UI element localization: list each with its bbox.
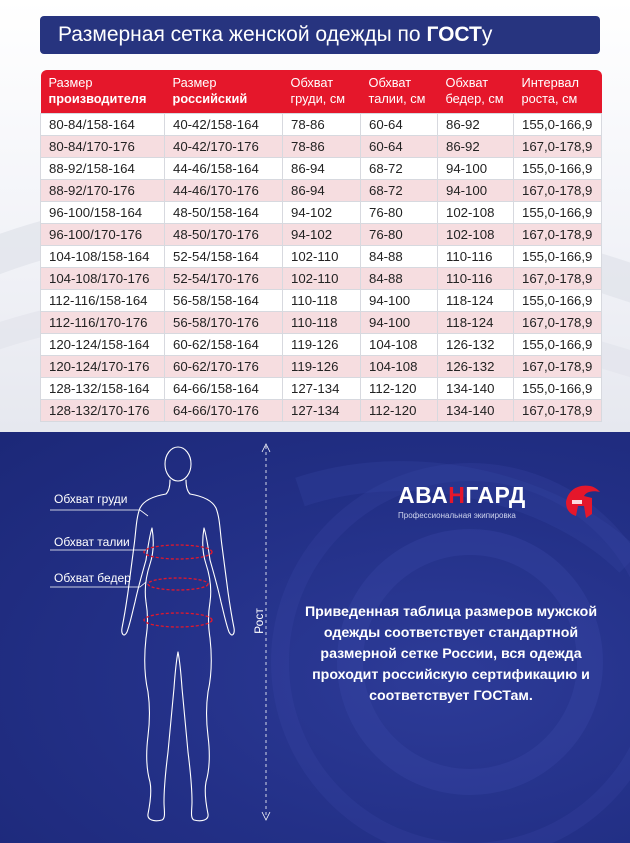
table-row [41, 355, 602, 377]
table-cell: 102-108 [438, 223, 514, 245]
table-row [41, 113, 602, 135]
table-cell: 102-108 [438, 201, 514, 223]
table-cell: 104-108/170-176 [41, 267, 165, 289]
table-cell: 155,0-166,9 [514, 157, 602, 179]
height-label: Рост [252, 608, 266, 634]
table-cell: 155,0-166,9 [514, 333, 602, 355]
table-cell: 167,0-178,9 [514, 399, 602, 421]
table-cell: 48-50/170-176 [165, 223, 283, 245]
table-cell: 126-132 [438, 333, 514, 355]
table-row [41, 267, 602, 289]
table-cell: 112-120 [361, 399, 438, 421]
spartan-helmet-icon [562, 480, 602, 520]
table-cell: 126-132 [438, 355, 514, 377]
header-manufacturer-size: Размер производителя [41, 70, 165, 113]
table-cell: 40-42/158-164 [165, 113, 283, 135]
bottom-section [0, 432, 630, 843]
table-cell: 112-120 [361, 377, 438, 399]
table-cell: 76-80 [361, 223, 438, 245]
table-cell: 94-100 [438, 179, 514, 201]
table-cell: 119-126 [283, 355, 361, 377]
table-cell: 60-62/170-176 [165, 355, 283, 377]
table-cell: 64-66/170-176 [165, 399, 283, 421]
table-row [41, 377, 602, 399]
table-cell: 155,0-166,9 [514, 289, 602, 311]
table-row [41, 135, 602, 157]
table-body [41, 113, 602, 421]
table-cell: 60-64 [361, 135, 438, 157]
table-cell: 118-124 [438, 311, 514, 333]
table-cell: 52-54/170-176 [165, 267, 283, 289]
table-cell: 86-94 [283, 157, 361, 179]
table-cell: 78-86 [283, 113, 361, 135]
table-cell: 80-84/158-164 [41, 113, 165, 135]
table-cell: 110-118 [283, 311, 361, 333]
table-cell: 127-134 [283, 377, 361, 399]
table-row [41, 311, 602, 333]
table-cell: 44-46/170-176 [165, 179, 283, 201]
table-cell: 167,0-178,9 [514, 179, 602, 201]
table-cell: 94-102 [283, 223, 361, 245]
table-cell: 104-108 [361, 333, 438, 355]
table-cell: 167,0-178,9 [514, 355, 602, 377]
size-table [40, 70, 602, 422]
table-cell: 86-94 [283, 179, 361, 201]
table-cell: 119-126 [283, 333, 361, 355]
table-cell: 110-118 [283, 289, 361, 311]
table-cell: 128-132/158-164 [41, 377, 165, 399]
table-cell: 60-62/158-164 [165, 333, 283, 355]
table-row [41, 157, 602, 179]
table-cell: 88-92/158-164 [41, 157, 165, 179]
table-cell: 120-124/170-176 [41, 355, 165, 377]
table-cell: 127-134 [283, 399, 361, 421]
table-cell: 56-58/170-176 [165, 311, 283, 333]
table-cell: 102-110 [283, 267, 361, 289]
table-row [41, 333, 602, 355]
table-cell: 155,0-166,9 [514, 201, 602, 223]
table-cell: 96-100/158-164 [41, 201, 165, 223]
table-row [41, 399, 602, 421]
table-header-row [41, 70, 602, 113]
header-height: Интервал роста, см [514, 70, 602, 113]
table-cell: 104-108 [361, 355, 438, 377]
header-russian-size: Размер российский [165, 70, 283, 113]
table-cell: 88-92/170-176 [41, 179, 165, 201]
table-cell: 64-66/158-164 [165, 377, 283, 399]
table-cell: 86-92 [438, 135, 514, 157]
brand-tagline: Профессиональная экипировка [398, 511, 516, 520]
brand-name: АВАНГАРД [398, 482, 526, 508]
table-cell: 68-72 [361, 157, 438, 179]
table-cell: 120-124/158-164 [41, 333, 165, 355]
table-cell: 52-54/158-164 [165, 245, 283, 267]
table-cell: 104-108/158-164 [41, 245, 165, 267]
table-row [41, 201, 602, 223]
table-cell: 78-86 [283, 135, 361, 157]
table-cell: 80-84/170-176 [41, 135, 165, 157]
table-cell: 110-116 [438, 245, 514, 267]
header-hips: Обхват бедер, см [438, 70, 514, 113]
size-table-container [40, 70, 601, 422]
table-cell: 134-140 [438, 399, 514, 421]
header-chest: Обхват груди, см [283, 70, 361, 113]
table-cell: 94-102 [283, 201, 361, 223]
table-cell: 112-116/170-176 [41, 311, 165, 333]
table-row [41, 179, 602, 201]
table-cell: 60-64 [361, 113, 438, 135]
table-cell: 76-80 [361, 201, 438, 223]
table-cell: 86-92 [438, 113, 514, 135]
table-cell: 128-132/170-176 [41, 399, 165, 421]
table-cell: 155,0-166,9 [514, 377, 602, 399]
table-cell: 102-110 [283, 245, 361, 267]
table-cell: 134-140 [438, 377, 514, 399]
table-cell: 112-116/158-164 [41, 289, 165, 311]
table-cell: 48-50/158-164 [165, 201, 283, 223]
table-cell: 118-124 [438, 289, 514, 311]
header-waist: Обхват талии, см [361, 70, 438, 113]
certification-note: Приведенная таблица размеров мужской одежды соответствует стандартной размерной сетке России, вся одежда проходит российскую сертификацию и соответствует ГОСТам. [304, 604, 598, 704]
table-cell: 155,0-166,9 [514, 245, 602, 267]
hips-label: Обхват бедер [54, 571, 131, 585]
table-cell: 84-88 [361, 245, 438, 267]
table-row [41, 289, 602, 311]
table-cell: 167,0-178,9 [514, 223, 602, 245]
table-cell: 96-100/170-176 [41, 223, 165, 245]
table-cell: 40-42/170-176 [165, 135, 283, 157]
waist-label: Обхват талии [54, 535, 130, 549]
table-cell: 167,0-178,9 [514, 311, 602, 333]
table-cell: 94-100 [438, 157, 514, 179]
table-cell: 56-58/158-164 [165, 289, 283, 311]
table-cell: 155,0-166,9 [514, 113, 602, 135]
page-title: Размерная сетка женской одежды по ГОСТу [40, 16, 600, 54]
table-cell: 167,0-178,9 [514, 267, 602, 289]
table-row [41, 245, 602, 267]
table-cell: 68-72 [361, 179, 438, 201]
chest-label: Обхват груди [54, 492, 128, 506]
table-cell: 167,0-178,9 [514, 135, 602, 157]
table-cell: 94-100 [361, 289, 438, 311]
table-cell: 94-100 [361, 311, 438, 333]
table-row [41, 223, 602, 245]
table-cell: 44-46/158-164 [165, 157, 283, 179]
table-cell: 110-116 [438, 267, 514, 289]
table-cell: 84-88 [361, 267, 438, 289]
brand-logo [398, 480, 608, 524]
